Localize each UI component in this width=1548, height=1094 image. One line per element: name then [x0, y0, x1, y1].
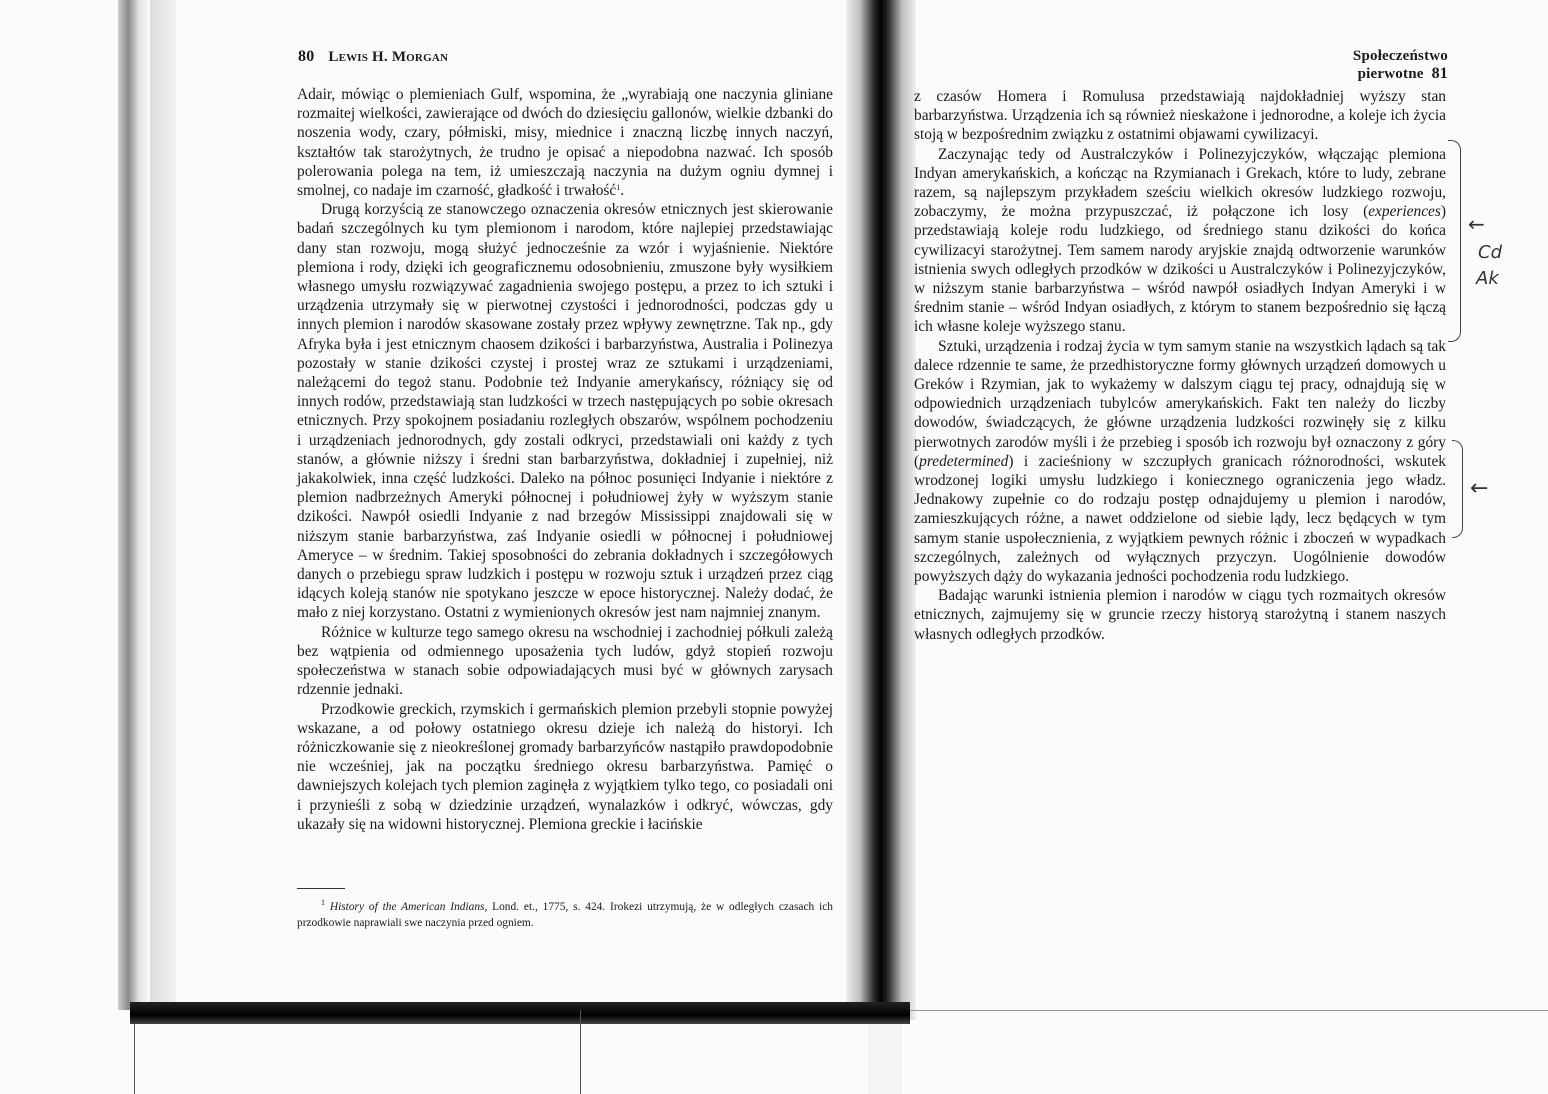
running-title: Społeczeństwo pierwotne: [1352, 48, 1448, 82]
right-page-body: [914, 87, 1446, 644]
left-paragraph-3: Różnice w kulturze tego samego okresu na wschodniej i zachodniej półkuli zależą bez wątpienia od odmiennego uposażenia tych ludów, gdyż stopień rozwoju społeczeństwa w stanach sobie odpowiadających musi być w głównych zarysach rdzennie jednaki.: [297, 623, 833, 699]
footnote-reference: 1: [616, 183, 621, 193]
footnote: [297, 900, 833, 931]
right-page-header: [1260, 48, 1448, 83]
scan-bottom-line: [910, 1010, 1548, 1011]
left-paragraph-2: Drugą korzyścią ze stanowczego oznaczenia okresów etnicznych jest skierowanie badań szczególnych ku tym plemionom i narodom, które najlepiej przedstawiając dany stan rozwoju, mogą służyć jednocześnie za wzór i wyjaśnienie. Niektóre plemiona i rody, dzięki ich geograficznemu odosobnieniu, zmuszone były wysiłkiem własnego umysłu rozwiązywać zagadnienia swojego postępu, a przez to ich sztuki i urządzenia utrzymały się w pierwotnej czystości i jednorodności, podczas gdy u innych plemion i narodów skasowane zostały przez wpływy zewnętrzne. Tak np., gdy Afryka była i jest etnicznym chaosem dzikości i barbarzyństwa, Australia i Polinezya pozostały w stanie dzikości czystej i prostej wraz ze sztukami i urządzeniami, należącemi do tegoż stanu. Podobnie też Indyanie amerykańscy, różniący się od innych rodów, przedstawiają stan ludzkości w trzech następujących po sobie okresach etnicznych. Przy spokojnem posiadaniu rozległych obszarów, wspólnem pochodzeniu i urządzeniach jednorodnych, gdy zostali odkryci, przedstawiali oni każdy z tych stanów, a głównie niższy i średni stan barbarzyństwa, dokładniej i zupełniej, niż jakakolwiek, inna część ludzkości. Daleko na północ posunięci Indyanie i niektóre z plemion nadbrzeżnych Ameryki północnej i południowej żyły w wyższym stanie dzikości. Nawpół osiedli Indyanie z nad brzegów Mississippi znajdowali się w niższym stanie barbarzyństwa, zaś Indyanie osiedli w północnej i południowej Ameryce – w średnim. Takiej sposobności do zebrania dokładnych i szczegółowych danych o przebiegu spraw ludzkich i postępu w rozwoju sztuk i urządzeń przez ciąg idących koleją stanów nie spotykano jeszcze w epoce historycznej. Należy dodać, że mało z niej korzystano. Ostatni z wymienionych okresów jest nam najmniej znanym.: [297, 201, 833, 622]
left-paragraph-1: Adair, mówiąc o plemieniach Gulf, wspomina, że „wyrabiają one naczynia gliniane rozmaitej wielkości, zawierające od dwóch do dziesięciu gallonów, wielkie dzbanki do noszenia wody, czary, półmiski, misy, miednice i znaczną liczbę innych naczyń, kształtów tak starożytnych, że trudno je opisać a niepodobna nazwać. Ich sposób polerowania polega na tem, iż umieszczają naczynia na dużym ogniu dymnej i smolnej, co nadaje im czarność, gładkość i trwałość$^1$.: [297, 86, 833, 200]
right-paragraph-3: Sztuki, urządzenia i rodzaj życia w tym samym stanie na wszystkich lądach są tak dalece rdzennie te same, że przedhistoryczne formy głównych urządzeń domowych u Greków i Rzymian, jak to wykażemy w dalszym ciągu tej pracy, odnajdują się w odpowiednich urządzeniach tubylców amerykańskich. Fakt ten należy do liczby dowodów, świadczących, że główne urządzenia ludzkości rozwinęły się z kilku pierwotnych zarodów myśli i że przebieg i sposób ich rozwoju był oznaczony z góry (predetermined) i zacieśniony w szczupłych granicach różnorodności, wskutek wrodzonej logiki umysłu ludzkiego i koniecznego ograniczenia jego władz. Jednakowy zupełnie co do rodzaju postęp odnajdujemy u plemion i narodów, zamieszkujących różne, a nawet oddzielone od siebie lądy, lecz będących w tym samym stanie uspołecznienia, z wyjątkiem pewnych różnic i zboczeń w wypadkach szczególnych, zależnych od wyłącznych przyczyn. Uogólnienie dowodów powyższych dąży do wykazania jedności pochodzenia rodu ludzkiego.: [914, 337, 1446, 586]
right-paragraph-2: Zaczynając tedy od Australczyków i Polinezyjczyków, włączając plemiona Indyan amerykańskich, a kończąc na Rzymianach i Grekach, które to ludy, zebrane razem, są najlepszym przykładem sześciu wielkich okresów ludzkiego rozwoju, zobaczymy, że można przypuszczać, iż połączone ich losy (experiences) przedstawiają koleje rodu ludzkiego, od średniego stanu dzikości do końca cywilizacyi starożytnej. Tem samem narody aryjskie znajdą odtworzenie warunków istnienia swych odległych przodków w dzikości u Australczyków i Polinezyjczyków, w niższym stanie barbarzyństwa – wśród nawpół osiadłych Indyan Ameryki i w średnim stanie – wśród Indyan osiadłych, z którym to stanem bezpośrednio się łączą ich własne koleje wyższego stanu.: [914, 145, 1446, 336]
left-paragraph-4: Przodkowie greckich, rzymskich i germańskich plemion przebyli stopnie powyżej wskazane, a od połowy ostatniego okresu dzieje ich należą do historyi. Ich różniczkowanie się z nieokreślonej gromady barbarzyńców nastąpiło prawdopodobnie nie wcześniej, jak na początku średniego okresu barbarzyństwa. Pamięć o dawniejszych kolejach tych plemion zaginęła z wyjątkiem tylko tego, co posiadali oni i przynieśli z sobą w dziedzinie urządzeń, wynalazków i odkryć, wówczas, gdy ukazały się na widowni historycznej. Plemiona greckie i łacińskie: [297, 700, 833, 833]
margin-arrow-icon-lower: ←: [1470, 476, 1489, 501]
margin-bracket-lower: [1452, 440, 1463, 538]
margin-bracket-upper: [1448, 140, 1461, 342]
scan-bottom-bar: [130, 1002, 910, 1024]
scan-edge-fade: [150, 0, 176, 1010]
margin-note-a: Ak: [1476, 268, 1499, 289]
scan-vertical-line-left: [134, 1024, 135, 1094]
book-gutter: [846, 0, 916, 1020]
footnote-text: , Lond. et., 1775, s. 424. Irokezi utrzymują, że w odległych czasach ich przodkowie naprawiali swe naczynia przed ogniem.: [297, 901, 833, 929]
margin-arrow-icon: ←: [1468, 212, 1485, 236]
right-paragraph-4: Badając warunki istnienia plemion i narodów w ciągu tych rozmaitych okresów etnicznych, zajmujemy się w gruncie rzeczy historyą starożytną i stanem naszych własnych odległych przodków.: [914, 587, 1446, 643]
left-page-number: 80: [298, 48, 315, 65]
scan-edge-shadow: [118, 0, 148, 1010]
footnote-title: History of the American Indians: [329, 901, 485, 913]
margin-note-c: Cd: [1478, 242, 1502, 263]
left-page-header: [298, 48, 448, 66]
right-paragraph-1: z czasów Homera i Romulusa przedstawiają najdokładniej wyższy stan barbarzyństwa. Urządzenia ich są również nieskażone i jednorodne, a koleje ich życia stoją w bezpośrednim związku z ostatnimi objawami cywilizacyi.: [914, 88, 1446, 144]
footnote-rule: [297, 888, 345, 889]
right-page-number: 81: [1431, 65, 1448, 82]
left-page-body: [297, 85, 833, 834]
scan-vertical-line: [580, 1010, 581, 1094]
footnote-mark: 1: [321, 898, 325, 907]
author-name: Lewis H. Morgan: [328, 49, 449, 65]
